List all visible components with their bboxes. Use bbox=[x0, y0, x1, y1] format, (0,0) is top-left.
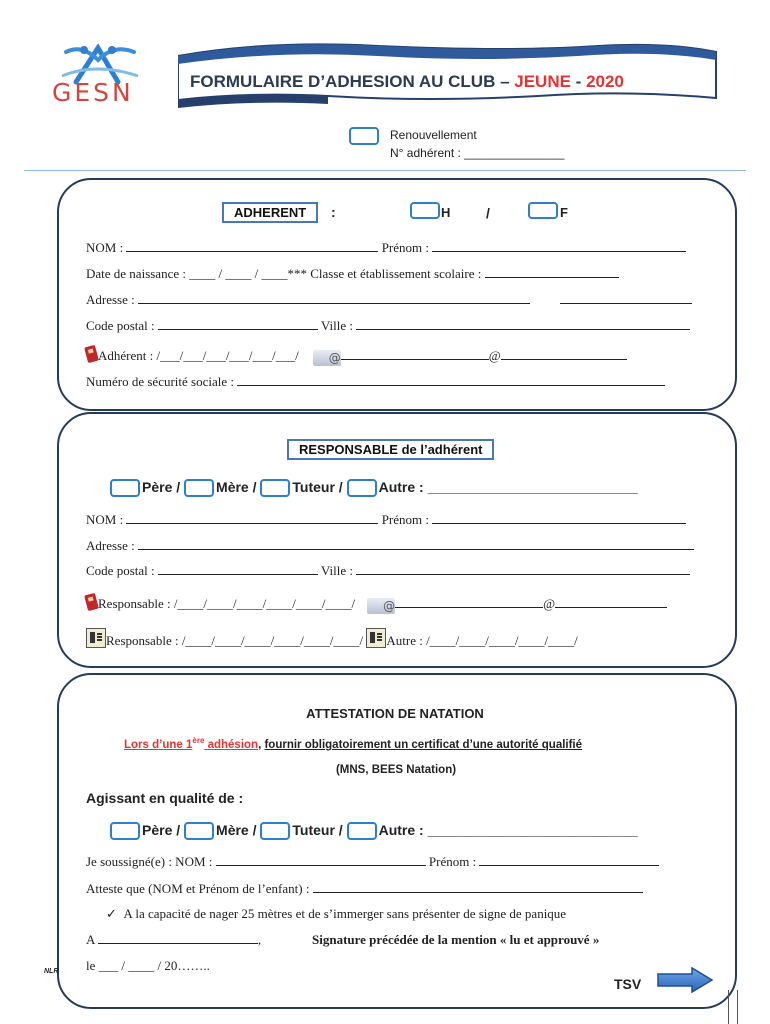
attestation-mns: (MNS, BEES Natation) bbox=[335, 764, 457, 776]
mobile-phone-icon bbox=[84, 345, 99, 363]
lieu-row: A , bbox=[86, 932, 262, 947]
responsable-city-row: Code postal : Ville : bbox=[86, 563, 690, 579]
adherent-secu-field[interactable] bbox=[237, 375, 665, 386]
autre-field[interactable]: Autre : ___________________________ bbox=[378, 479, 638, 495]
fax-phone-icon bbox=[86, 628, 106, 648]
divider bbox=[24, 170, 746, 171]
adherent-contact-row: Adhérent : /___/___/___/___/___/___/ @ @ bbox=[86, 346, 627, 366]
arrow-right-icon[interactable] bbox=[656, 966, 714, 994]
adherent-secu-row: Numéro de sécurité sociale : bbox=[86, 374, 665, 390]
adherent-name-row: NOM : Prénom : bbox=[86, 240, 686, 256]
adherent-dob-row bbox=[86, 266, 619, 282]
adherent-school-field[interactable] bbox=[485, 267, 619, 278]
logo-text: GESN bbox=[52, 78, 134, 107]
form-title-jeune: JEUNE bbox=[514, 72, 571, 91]
autre-checkbox[interactable] bbox=[347, 479, 377, 497]
responsable-prenom-field[interactable] bbox=[432, 513, 686, 524]
responsable-contact-row: Responsable : /____/____/____/____/____/____/ @ @ bbox=[86, 594, 667, 614]
responsable-heading: RESPONSABLE de l’adhérent bbox=[287, 439, 494, 460]
adherent-prenom-field[interactable] bbox=[432, 241, 686, 252]
fax-phone-icon bbox=[366, 628, 386, 648]
adherent-adresse-field[interactable] bbox=[138, 293, 530, 304]
att-autre-checkbox[interactable] bbox=[347, 822, 377, 840]
att-pere-checkbox[interactable] bbox=[110, 822, 140, 840]
adherent-adresse-field-2[interactable] bbox=[560, 293, 692, 304]
pere-checkbox[interactable] bbox=[110, 479, 140, 497]
soussigne-row: Je soussigné(e) : NOM : Prénom : bbox=[86, 854, 659, 870]
footer-code: NLR bbox=[44, 968, 59, 975]
email-icon: @ bbox=[367, 598, 395, 614]
adherent-colon: : bbox=[331, 204, 336, 220]
tuteur-checkbox[interactable] bbox=[260, 479, 290, 497]
attestation-relation-row: Père / Mère / Tuteur / Autre : ___________________________ bbox=[110, 822, 638, 840]
enfant-nom-field[interactable] bbox=[313, 882, 643, 893]
form-title: FORMULAIRE D’ADHESION AU CLUB – JEUNE - 2020 bbox=[190, 72, 624, 91]
responsable-ville-field[interactable] bbox=[356, 564, 690, 575]
atteste-row: Atteste que (NOM et Prénom de l’enfant) : bbox=[86, 881, 643, 897]
att-mere-checkbox[interactable] bbox=[184, 822, 214, 840]
responsable-email-user-field[interactable] bbox=[395, 597, 543, 608]
responsable-cp-field[interactable] bbox=[158, 564, 318, 575]
adherent-nom-field[interactable] bbox=[126, 241, 378, 252]
adherent-dob-field[interactable]: Date de naissance : ____ / ____ / ____*** Classe et établissement scolaire : bbox=[86, 266, 485, 281]
responsable-address-row: Adresse : bbox=[86, 538, 694, 554]
signature-label: Signature précédée de la mention « lu et approuvé » bbox=[312, 932, 600, 947]
gender-f-label: F bbox=[560, 205, 568, 220]
adherent-cp-field[interactable] bbox=[158, 319, 318, 330]
soussigne-nom-field[interactable] bbox=[216, 855, 426, 866]
email-icon: @ bbox=[313, 350, 341, 366]
attestation-requirement: Lors d’une 1ère adhésion, fournir obligatoirement un certificat d’une autorité qualifié bbox=[124, 736, 583, 751]
gender-h-checkbox[interactable] bbox=[410, 202, 440, 219]
gender-f-checkbox[interactable] bbox=[528, 202, 558, 219]
lieu-field[interactable] bbox=[98, 933, 258, 944]
mobile-phone-icon bbox=[84, 593, 99, 611]
responsable-phone-field[interactable]: Responsable : /____/____/____/____/____/____/ bbox=[98, 596, 356, 611]
check-icon: ✓ bbox=[106, 906, 117, 921]
form-title-year: 2020 bbox=[586, 72, 624, 91]
date-field[interactable]: le ___ / ____ / 20…….. bbox=[86, 958, 210, 973]
agissant-heading: Agissant en qualité de : bbox=[86, 790, 244, 806]
member-number-field[interactable]: N° adhérent : _______________ bbox=[390, 146, 565, 160]
adherent-heading: ADHERENT bbox=[222, 202, 318, 223]
margin-marks bbox=[728, 990, 738, 1024]
adherent-phone-field[interactable]: Adhérent : /___/___/___/___/___/___/ bbox=[98, 348, 299, 363]
att-tuteur-checkbox[interactable] bbox=[260, 822, 290, 840]
mere-checkbox[interactable] bbox=[184, 479, 214, 497]
responsable-relation-row: Père / Mère / Tuteur / Autre : ___________________________ bbox=[110, 479, 638, 497]
responsable-fax-row bbox=[86, 628, 578, 649]
adherent-ville-field[interactable] bbox=[356, 319, 690, 330]
gender-h-label: H bbox=[441, 205, 451, 220]
autre-phone-field[interactable]: Autre : /____/____/____/____/____/ bbox=[386, 633, 578, 648]
renewal-label: Renouvellement bbox=[390, 128, 477, 142]
capacite-row: ✓ A la capacité de nager 25 mètres et de s’immerger sans présenter de signe de panique bbox=[106, 906, 567, 921]
soussigne-prenom-field[interactable] bbox=[479, 855, 659, 866]
responsable-nom-field[interactable] bbox=[126, 513, 378, 524]
adherent-email-user-field[interactable] bbox=[341, 349, 489, 360]
responsable-adresse-field[interactable] bbox=[138, 539, 694, 550]
adherent-address-row: Adresse : bbox=[86, 292, 692, 308]
adherent-email-domain-field[interactable] bbox=[501, 349, 627, 360]
gender-slash: / bbox=[486, 205, 490, 221]
adherent-city-row: Code postal : Ville : bbox=[86, 318, 690, 334]
responsable-name-row: NOM : Prénom : bbox=[86, 512, 686, 528]
tsv-label: TSV bbox=[614, 976, 642, 992]
responsable-email-domain-field[interactable] bbox=[555, 597, 667, 608]
responsable-fax-field[interactable]: Responsable : /____/____/____/____/____/____/ bbox=[106, 633, 364, 648]
att-autre-field[interactable]: Autre : ___________________________ bbox=[378, 822, 638, 838]
attestation-title: ATTESTATION DE NATATION bbox=[306, 706, 484, 721]
renewal-checkbox[interactable] bbox=[349, 127, 379, 145]
